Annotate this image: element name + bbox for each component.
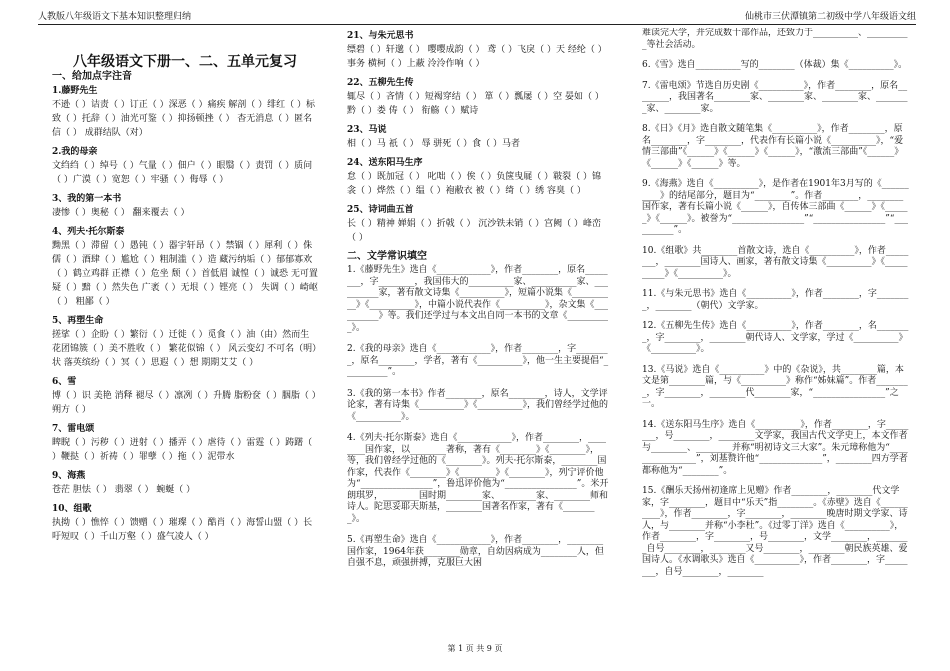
fill-question: 难读完大学，并完成数十部作品，还致力于__________、__________等社会活动。	[642, 28, 908, 50]
lesson-heading: 6、雪	[52, 377, 77, 387]
lesson-text: 博（ ）识 美艳 消释 褪尽（ ）凛冽（ ）升腾 脂粉奁（ ）胭脂（ ）朔方（ ）	[52, 391, 317, 415]
fill-question: 4.《列夫·托尔斯泰》选自《____________》，作者________，________国作家，以________著称，著有《________》《________》，等，我们曾经学过他的《________》。列夫·托尔斯泰，________国作家，代表作《________》《________》《________》，列宁评价他为“________________”，鲁迅评价他为“________________”。米开朗琪罗，________国时期________家、________家、________师和诗人。陀思妥耶夫斯基，________国著名作家，著有《________》。	[347, 433, 609, 524]
lesson-text: 不逊（ ）诘责（ ）订正（ ）深恶（ ）痛疾 解剖（ ）绯红（ ）标致（ ）托辞（ ）油光可鉴（ ）抑扬顿挫（ ） 杳无消息（ ）匿名信（ ） 成群结队（对）	[52, 100, 316, 138]
column-2	[347, 28, 609, 640]
fill-question: 10.《组歌》共________首散文诗，选自《__________》，作者________，________国诗人、画家，著有散文诗集《__________》《__________》《__________》。	[642, 245, 909, 279]
fill-question: 12.《五柳先生传》选自《__________》，作者________，名________，字________，________朝代诗人、文学家，学过《__________》《__________》。	[642, 321, 909, 354]
lesson-heading: 10、组歌	[52, 504, 92, 514]
lesson-block	[347, 204, 609, 245]
fill-question: 6.《雪》选自__________写的________（体裁）集《__________》。	[642, 60, 908, 70]
fill-question: 5.《再塑生命》选自《____________》，作者________，________国作家，1964年获________勋章，自幼因病成为________人，但自强不息，顽强拼搏，克服巨大困	[347, 535, 604, 568]
lesson-block	[347, 124, 609, 151]
header-divider	[38, 24, 916, 25]
column-3	[642, 28, 910, 640]
section-heading-literature: 二、文学常识填空	[347, 251, 427, 262]
lesson-text: 黝黑（ ）滞留（ ）愚钝（ ）器宇轩昂（ ）禁锢（ ）犀利（ ）侏儒（ ）酒肆（ ）尴尬（ ）粗制滥（ ）造 藏污纳垢（ ）郁郁寡欢（ ）鹤立鸡群 正襟（ ）危坐 颓（ ）首低眉 诚惶（ ）诚恐 无可置疑（ ）黯（ ）然失色 广袤（ ）无垠（ ）铿亮（ ） 失调（ ）崎岖（ ） 粗鄙（ ）	[52, 241, 318, 307]
fill-question: 8.《日》《月》选自散文随笔集《__________》，作者________，原名________，字________，代表作有长篇小说《__________》，“爱情三部曲”《______》《______》《______》，“激流三部曲”《______》《______》《______》等。	[642, 124, 904, 169]
lesson-block	[52, 315, 318, 370]
lesson-block	[52, 85, 318, 140]
lesson-block	[52, 193, 318, 220]
lesson-block	[52, 376, 318, 417]
lesson-text: 相（ ）马 祇（ ） 辱 骈死（ ）食（ ）马者	[347, 139, 521, 149]
lesson-heading: 5、再塑生命	[52, 316, 104, 326]
fill-question: 3.《我的第一本书》作者________，原名________，诗人，文学评论家，著有诗集《__________》《__________》，我们曾经学过他的《__________》。	[347, 388, 609, 422]
lesson-block	[52, 470, 318, 497]
lesson-heading: 4、列夫·托尔斯泰	[52, 227, 125, 237]
lesson-block	[347, 30, 609, 71]
lesson-text: 文绉绉（ ）绰号（ ）气量（ ）佃户（ ）眼翳（ ）责罚（ ）质问（ ）广漠（ ）宽恕（ ）牢骚（ ）侮辱（ ）	[52, 161, 313, 185]
fill-question: 9.《海燕》选自《__________》，是作者在1901年3月写的《__________》的结尾部分，题目为“________”。作者________，________国作家，著有长篇小说《______》，自传体三部曲《______》《______》《______》。被誉为“________________”“________________”“__________”。	[642, 179, 909, 235]
lesson-block	[347, 157, 609, 198]
fill-question: 15.《酬乐天扬州初逢席上见赠》作者________，________代文学家，字________，题目中“乐天”指________。《赤壁》选自《__________》，作者________，字________，________晚唐时期文学家、诗人，与________并称“小李杜”。《过零丁洋》选自《__________》，作者________，字________，号________，文学________，________自号________，________又号________，________朝民族英雄、爱国诗人。《水调歌头》选自《__________》，作者________，字________，自号________，________	[642, 486, 908, 577]
fill-question: 13.《马说》选自《__________》中的《杂说》，共________篇，本文是第________篇，与《__________》称作“姊妹篇”。作者________，字________，________代________家，“________________”之一。	[642, 364, 908, 409]
lesson-heading: 22、五柳先生传	[347, 78, 414, 88]
header-left: 人教版八年级语文下基本知识整理归纳	[38, 12, 192, 22]
column-1	[52, 28, 318, 640]
lesson-block	[52, 226, 318, 309]
lesson-heading: 23、马说	[347, 125, 387, 135]
fill-question: 1.《藤野先生》选自《____________》，作者________，原名________，字________，我国伟大的__________家、__________家、__________家，著有散文诗集《__________》，短篇小说集《__________》《__________》，中篇小说代表作《__________》，杂文集《__________》等。我们还学过与本文出自同一本书的文章《__________》。	[347, 265, 609, 333]
lesson-heading: 21、与朱元思书	[347, 31, 414, 41]
lesson-text: 苍茫 胆怯（ ） 翡翠（ ） 蜿蜒（ ）	[52, 485, 196, 495]
fill-question: 14.《送东阳马生序》选自《__________》，作者________，字________，号________，________文学家，我国古代文学史上，本文作者与________、________并称“明初诗文三大家”。朱元璋称他为“________________”，刘基赞许他“______________”，________四方学者都称他为“________”。	[642, 419, 909, 476]
lesson-text: 长（ ）精神 婵娟（ ）折戟（ ） 沉沙铁未销（ ）宫阙（ ）峰峦（ ）	[347, 219, 602, 243]
lesson-heading: 2.我的母亲	[52, 147, 98, 157]
lesson-text: 执拗（ ）憔悴（ ）馈赠（ ）璀璨（ ）酷肖（ ）海誓山盟（ ）长吁短叹（ ）千山万壑（ ）盛气凌人（ ）	[52, 518, 313, 542]
fill-question: 7.《雷电颂》节选自历史剧《__________》，作者________，原名________，我国著名________家、________家、________家、________家、________家。	[642, 80, 908, 114]
lesson-text: 睥睨（ ）污秽（ ）迸射（ ）播弄（ ）虐待（ ）雷霆（ ）踌躇（ ）鞭挞（ ）祈祷（ ）罪孽（ ）拖（ ）泥带水	[52, 438, 313, 462]
lesson-text: 怠（ ）既加冠（ ） 叱咄（ ）俟（ ）负箧曳屣（ ）皲裂（ ）锦衾（ ）烨然（ ）缊（ ）袍敝衣 被（ ）绮（ ）绣 容臭（ ）	[347, 172, 602, 196]
lesson-block	[52, 423, 318, 464]
lesson-heading: 7、雷电颂	[52, 424, 95, 434]
fill-question: 2.《我的母亲》选自《____________》，作者________，字________，原名________，学者，著有《__________》，他一生主要提倡“__________”。	[347, 344, 609, 377]
lesson-block	[52, 146, 318, 187]
lesson-block	[52, 503, 318, 544]
fill-question: 11.《与朱元思书》选自《__________》，作者________，字________，________（朝代）文学家。	[642, 289, 909, 311]
header-right: 仙桃市三伏潭镇第二初级中学八年级语文组	[744, 12, 916, 22]
lesson-text: 辄尽（ ）吝情（ ）短褐穿结（ ） 箪（ ）瓢屡（ ）空 晏如（ ）黔（ ）娄 俦（ ） 衔觞（ ）赋诗	[347, 92, 604, 116]
page-number: 第 1 页 共 9 页	[447, 644, 503, 653]
section-heading-pinyin: 一、给加点字注音	[52, 71, 132, 82]
lesson-text: 缥碧（ ）轩邈（ ） 嘤嘤成韵（ ） 鸢（ ）飞戾（ ）天 经纶（ ）事务 横柯（ ）上蔽 泠泠作响（ ）	[347, 45, 607, 69]
lesson-heading: 1.藤野先生	[52, 86, 98, 96]
page-title: 八年级语文下册一、二、五单元复习	[73, 54, 297, 70]
lesson-heading: 24、送东阳马生序	[347, 158, 423, 168]
lesson-text: 凄惨（ ）奥秘（ ） 翻来覆去（ ）	[52, 208, 190, 218]
lesson-heading: 9、海燕	[52, 471, 86, 481]
lesson-text: 搓挲（ ）企盼（ ）繁衍（ ）迁徙（ ）觅食（ ）油（由）然而生 花团锦簇（ ）美不胜收（ ） 繁花似锦（ ） 风云变幻 不可名（明）状 落英缤纷（ ）冥（ ）思遐（ ）想 期期艾艾（ ）	[52, 330, 317, 368]
lesson-heading: 25、诗词曲五首	[347, 205, 414, 215]
lesson-block	[347, 77, 609, 118]
lesson-heading: 3、我的第一本书	[52, 194, 122, 204]
